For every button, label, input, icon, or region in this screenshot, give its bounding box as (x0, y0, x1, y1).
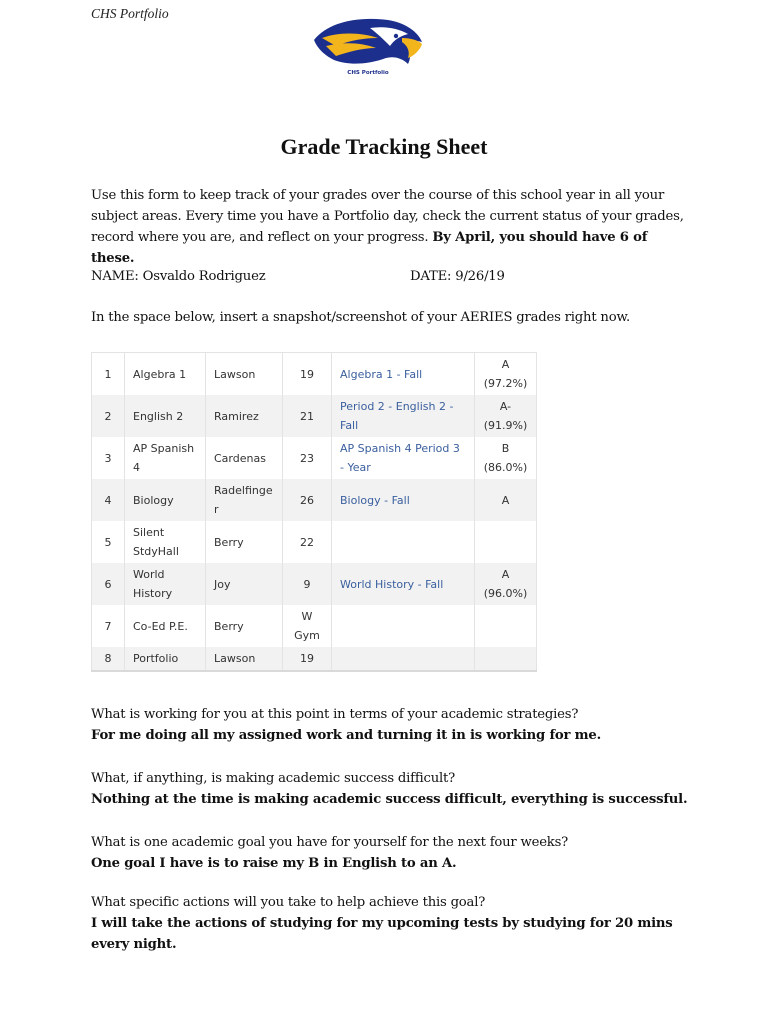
grade-percent: (91.9%) (483, 419, 528, 432)
course-cell: Co-Ed P.E. (125, 605, 206, 647)
gradebook-link[interactable]: Biology - Fall (332, 479, 475, 521)
letter-grade: A- (499, 400, 512, 413)
gradebook-link (332, 605, 475, 647)
mark-cell (475, 605, 537, 647)
course-cell: English 2 (125, 395, 206, 437)
period-cell: 1 (92, 353, 125, 396)
room-cell: W Gym (283, 605, 332, 647)
course-cell: AP Spanish 4 (125, 437, 206, 479)
table-row (92, 437, 537, 479)
room-cell: 26 (283, 479, 332, 521)
reflection-answer: For me doing all my assigned work and turning it in is working for me. (91, 728, 602, 743)
mark-cell (475, 395, 537, 437)
intro-emphasis: By April, you should have 6 of these. (91, 230, 648, 266)
grade-percent: (86.0%) (483, 461, 528, 474)
gradebook-link[interactable]: AP Spanish 4 Period 3 - Year (332, 437, 475, 479)
screenshot-instruction: In the space below, insert a snapshot/screenshot of your AERIES grades right now. (91, 310, 630, 325)
reflection-item (91, 769, 711, 810)
mark-cell (475, 521, 537, 563)
table-row (92, 605, 537, 647)
student-name: Osvaldo Rodriguez (142, 269, 266, 284)
letter-grade: A (501, 493, 510, 507)
mark-cell (475, 479, 537, 521)
grade-percent: (96.0%) (483, 587, 528, 600)
table-row (92, 563, 537, 605)
mark-cell (475, 437, 537, 479)
intro-text: record where you are, and reflect on your progress. (91, 230, 429, 245)
table-row (92, 353, 537, 396)
reflection-answer: I will take the actions of studying for my upcoming tests by studying for 20 mins every night. (91, 916, 673, 952)
table-row (92, 479, 537, 521)
date-line (410, 269, 505, 284)
gradebook-link[interactable]: World History - Fall (332, 563, 475, 605)
course-cell: Silent StdyHall (125, 521, 206, 563)
room-cell: 19 (283, 647, 332, 671)
course-cell: World History (125, 563, 206, 605)
gradebook-link (332, 647, 475, 671)
period-cell: 5 (92, 521, 125, 563)
room-cell: 22 (283, 521, 332, 563)
teacher-cell: Berry (206, 605, 283, 647)
course-cell: Portfolio (125, 647, 206, 671)
period-cell: 8 (92, 647, 125, 671)
intro-line (91, 227, 691, 269)
reflection-question: What is one academic goal you have for yourself for the next four weeks? (91, 835, 569, 850)
teacher-cell: Ramirez (206, 395, 283, 437)
intro-line: Use this form to keep track of your grades over the course of this school year in all your (91, 188, 665, 203)
mark-cell (475, 647, 537, 671)
reflection-answer: One goal I have is to raise my B in English to an A. (91, 856, 457, 871)
room-cell: 21 (283, 395, 332, 437)
gradebook-link[interactable]: Period 2 - English 2 - Fall (332, 395, 475, 437)
reflection-answer: Nothing at the time is making academic success difficult, everything is successful. (91, 792, 688, 807)
grades-table (91, 352, 537, 672)
letter-grade: A (501, 568, 510, 581)
teacher-cell: Radelfinger (206, 479, 283, 521)
table-row (92, 647, 537, 671)
reflection-question: What, if anything, is making academic success difficult? (91, 771, 456, 786)
page-title: Grade Tracking Sheet (280, 134, 488, 159)
letter-grade: A (501, 358, 510, 371)
reflection-item (91, 893, 711, 955)
teacher-cell: Cardenas (206, 437, 283, 479)
name-label: NAME: (91, 269, 139, 284)
period-cell: 6 (92, 563, 125, 605)
gradebook-link (332, 521, 475, 563)
teacher-cell: Berry (206, 521, 283, 563)
date-value: 9/26/19 (455, 269, 505, 284)
reflection-item (91, 833, 711, 874)
logo-caption: CHS Portfolio (347, 70, 389, 76)
period-cell: 3 (92, 437, 125, 479)
date-label: DATE: (410, 269, 452, 284)
room-cell: 23 (283, 437, 332, 479)
room-cell: 19 (283, 353, 332, 396)
intro-line: subject areas. Every time you have a Portfolio day, check the current status of your grades, (91, 209, 684, 224)
teacher-cell: Lawson (206, 647, 283, 671)
grade-percent: (97.2%) (483, 377, 528, 390)
reflection-question: What specific actions will you take to help achieve this goal? (91, 895, 486, 910)
reflection-item (91, 705, 711, 746)
course-cell: Biology (125, 479, 206, 521)
name-line (91, 269, 265, 284)
room-cell: 9 (283, 563, 332, 605)
course-cell: Algebra 1 (125, 353, 206, 396)
gradebook-link[interactable]: Algebra 1 - Fall (332, 353, 475, 396)
period-cell: 2 (92, 395, 125, 437)
reflection-question: What is working for you at this point in terms of your academic strategies? (91, 707, 579, 722)
table-row (92, 521, 537, 563)
letter-grade: B (501, 442, 510, 455)
mark-cell (475, 353, 537, 396)
period-cell: 7 (92, 605, 125, 647)
intro-paragraph (91, 185, 691, 269)
period-cell: 4 (92, 479, 125, 521)
header-label: CHS Portfolio (91, 6, 169, 21)
teacher-cell: Joy (206, 563, 283, 605)
teacher-cell: Lawson (206, 353, 283, 396)
mark-cell (475, 563, 537, 605)
table-row (92, 395, 537, 437)
